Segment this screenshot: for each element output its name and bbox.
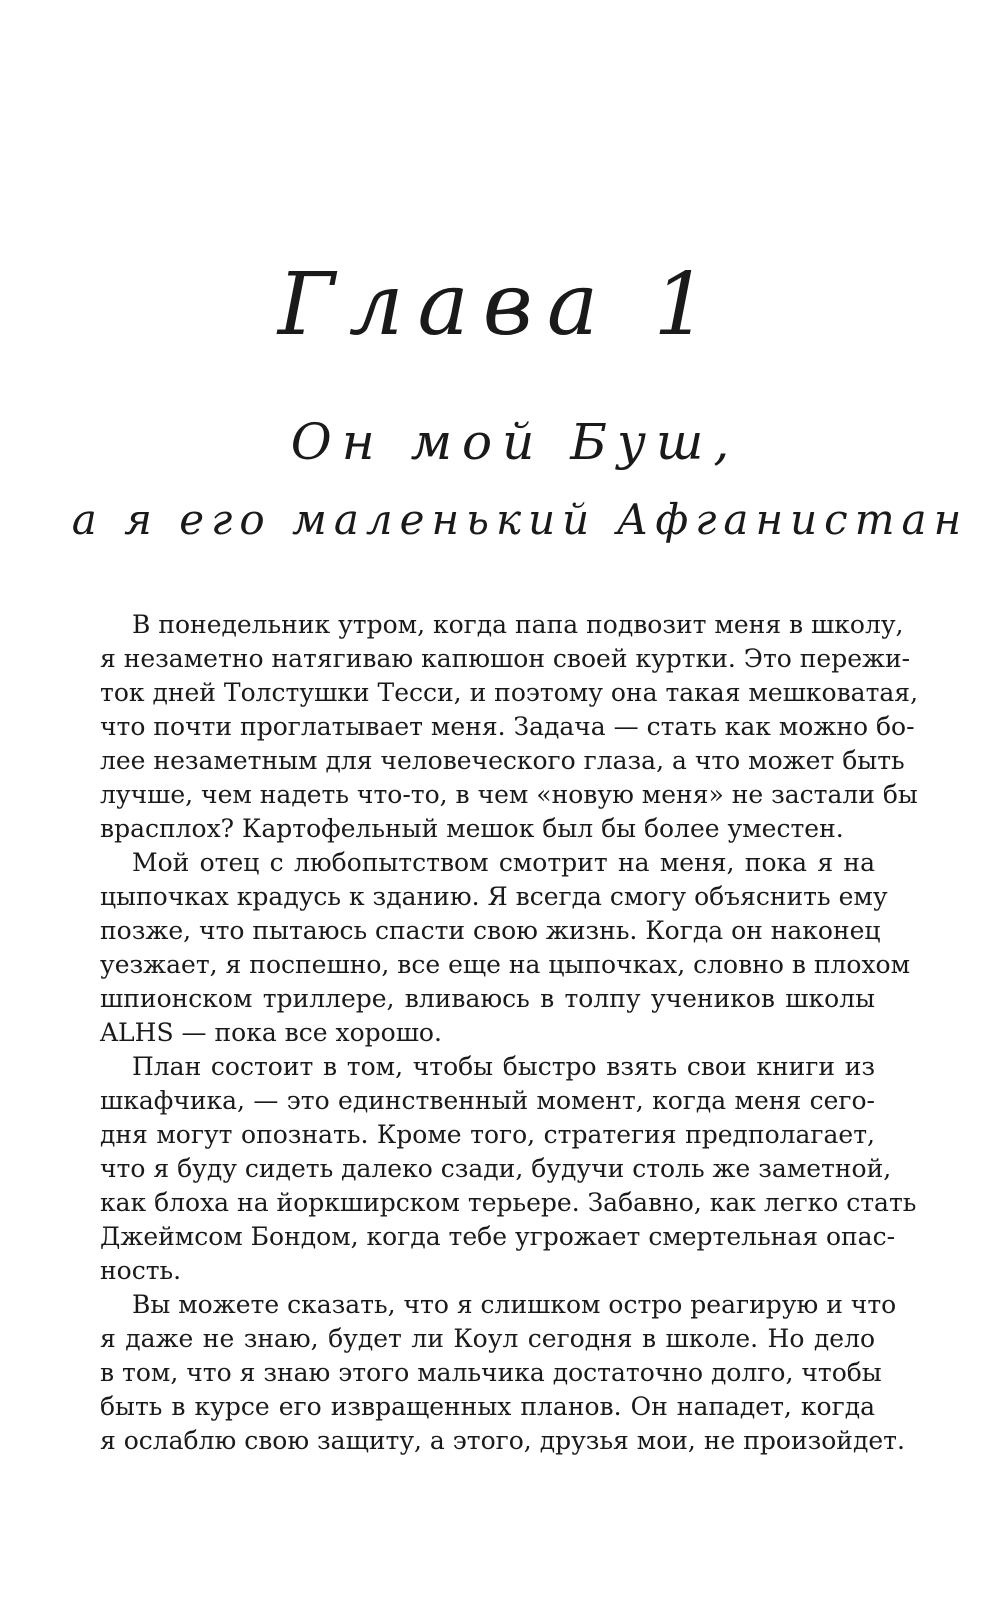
- paragraph-line: лучше, чем надеть что-то, в чем «новую меня» не застали бы: [100, 780, 918, 809]
- paragraph-line: что я буду сидеть далеко сзади, будучи столь же заметной,: [100, 1154, 892, 1183]
- paragraph-line: В понедельник утром, когда папа подвозит меня в школу,: [132, 610, 904, 639]
- paragraph-line: быть в курсе его извращенных планов. Он нападет, когда: [100, 1392, 875, 1421]
- chapter-title-line-1: Он мой Буш,: [290, 413, 740, 471]
- paragraph: [100, 1288, 905, 1458]
- paragraph-line: в том, что я знаю этого мальчика достаточно долго, чтобы: [100, 1358, 882, 1387]
- chapter-number: Глава 1: [277, 255, 723, 355]
- paragraph-line: позже, что пытаюсь спасти свою жизнь. Когда он наконец: [100, 916, 881, 945]
- chapter-body-text: [100, 608, 919, 1458]
- paragraph: [100, 1050, 917, 1288]
- paragraph-line: План состоит в том, чтобы быстро взять свои книги из: [132, 1052, 875, 1081]
- paragraph-line: Мой отец с любопытством смотрит на меня, пока я на: [132, 848, 875, 877]
- paragraph-line: ность.: [100, 1256, 182, 1285]
- paragraph-line: Вы можете сказать, что я слишком остро реагирую и что: [132, 1290, 897, 1319]
- paragraph-line: ток дней Толстушки Тесси, и поэтому она такая мешковатая,: [100, 678, 919, 707]
- paragraph-line: я даже не знаю, будет ли Коул сегодня в школе. Но дело: [100, 1324, 875, 1353]
- paragraph-line: шкафчика, — это единственный момент, когда меня сего-: [100, 1086, 875, 1115]
- paragraph-line: я незаметно натягиваю капюшон своей куртки. Это пережи-: [100, 644, 911, 673]
- paragraph: [100, 846, 911, 1050]
- paragraph-line: шпионском триллере, вливаюсь в толпу учеников школы: [100, 984, 875, 1013]
- paragraph-line: ALHS — пока все хорошо.: [100, 1018, 442, 1047]
- paragraph-line: дня могут опознать. Кроме того, стратегия предполагает,: [100, 1120, 875, 1149]
- paragraph-line: врасплох? Картофельный мешок был бы более уместен.: [100, 814, 844, 843]
- paragraph-line: лее незаметным для человеческого глаза, а что может быть: [100, 746, 905, 775]
- paragraph-line: уезжает, я поспешно, все еще на цыпочках, словно в плохом: [100, 950, 911, 979]
- paragraph-line: я ослаблю свою защиту, а этого, друзья мои, не произойдет.: [100, 1426, 905, 1455]
- paragraph: [100, 608, 919, 846]
- paragraph-line: Джеймсом Бондом, когда тебе угрожает смертельная опас-: [100, 1222, 896, 1251]
- chapter-title-line-2: а я его маленький Афганистан: [71, 495, 969, 544]
- paragraph-line: как блоха на йоркширском терьере. Забавно, как легко стать: [100, 1188, 917, 1217]
- paragraph-line: цыпочках крадусь к зданию. Я всегда смогу объяснить ему: [100, 882, 888, 911]
- paragraph-line: что почти проглатывает меня. Задача — стать как можно бо-: [100, 712, 915, 741]
